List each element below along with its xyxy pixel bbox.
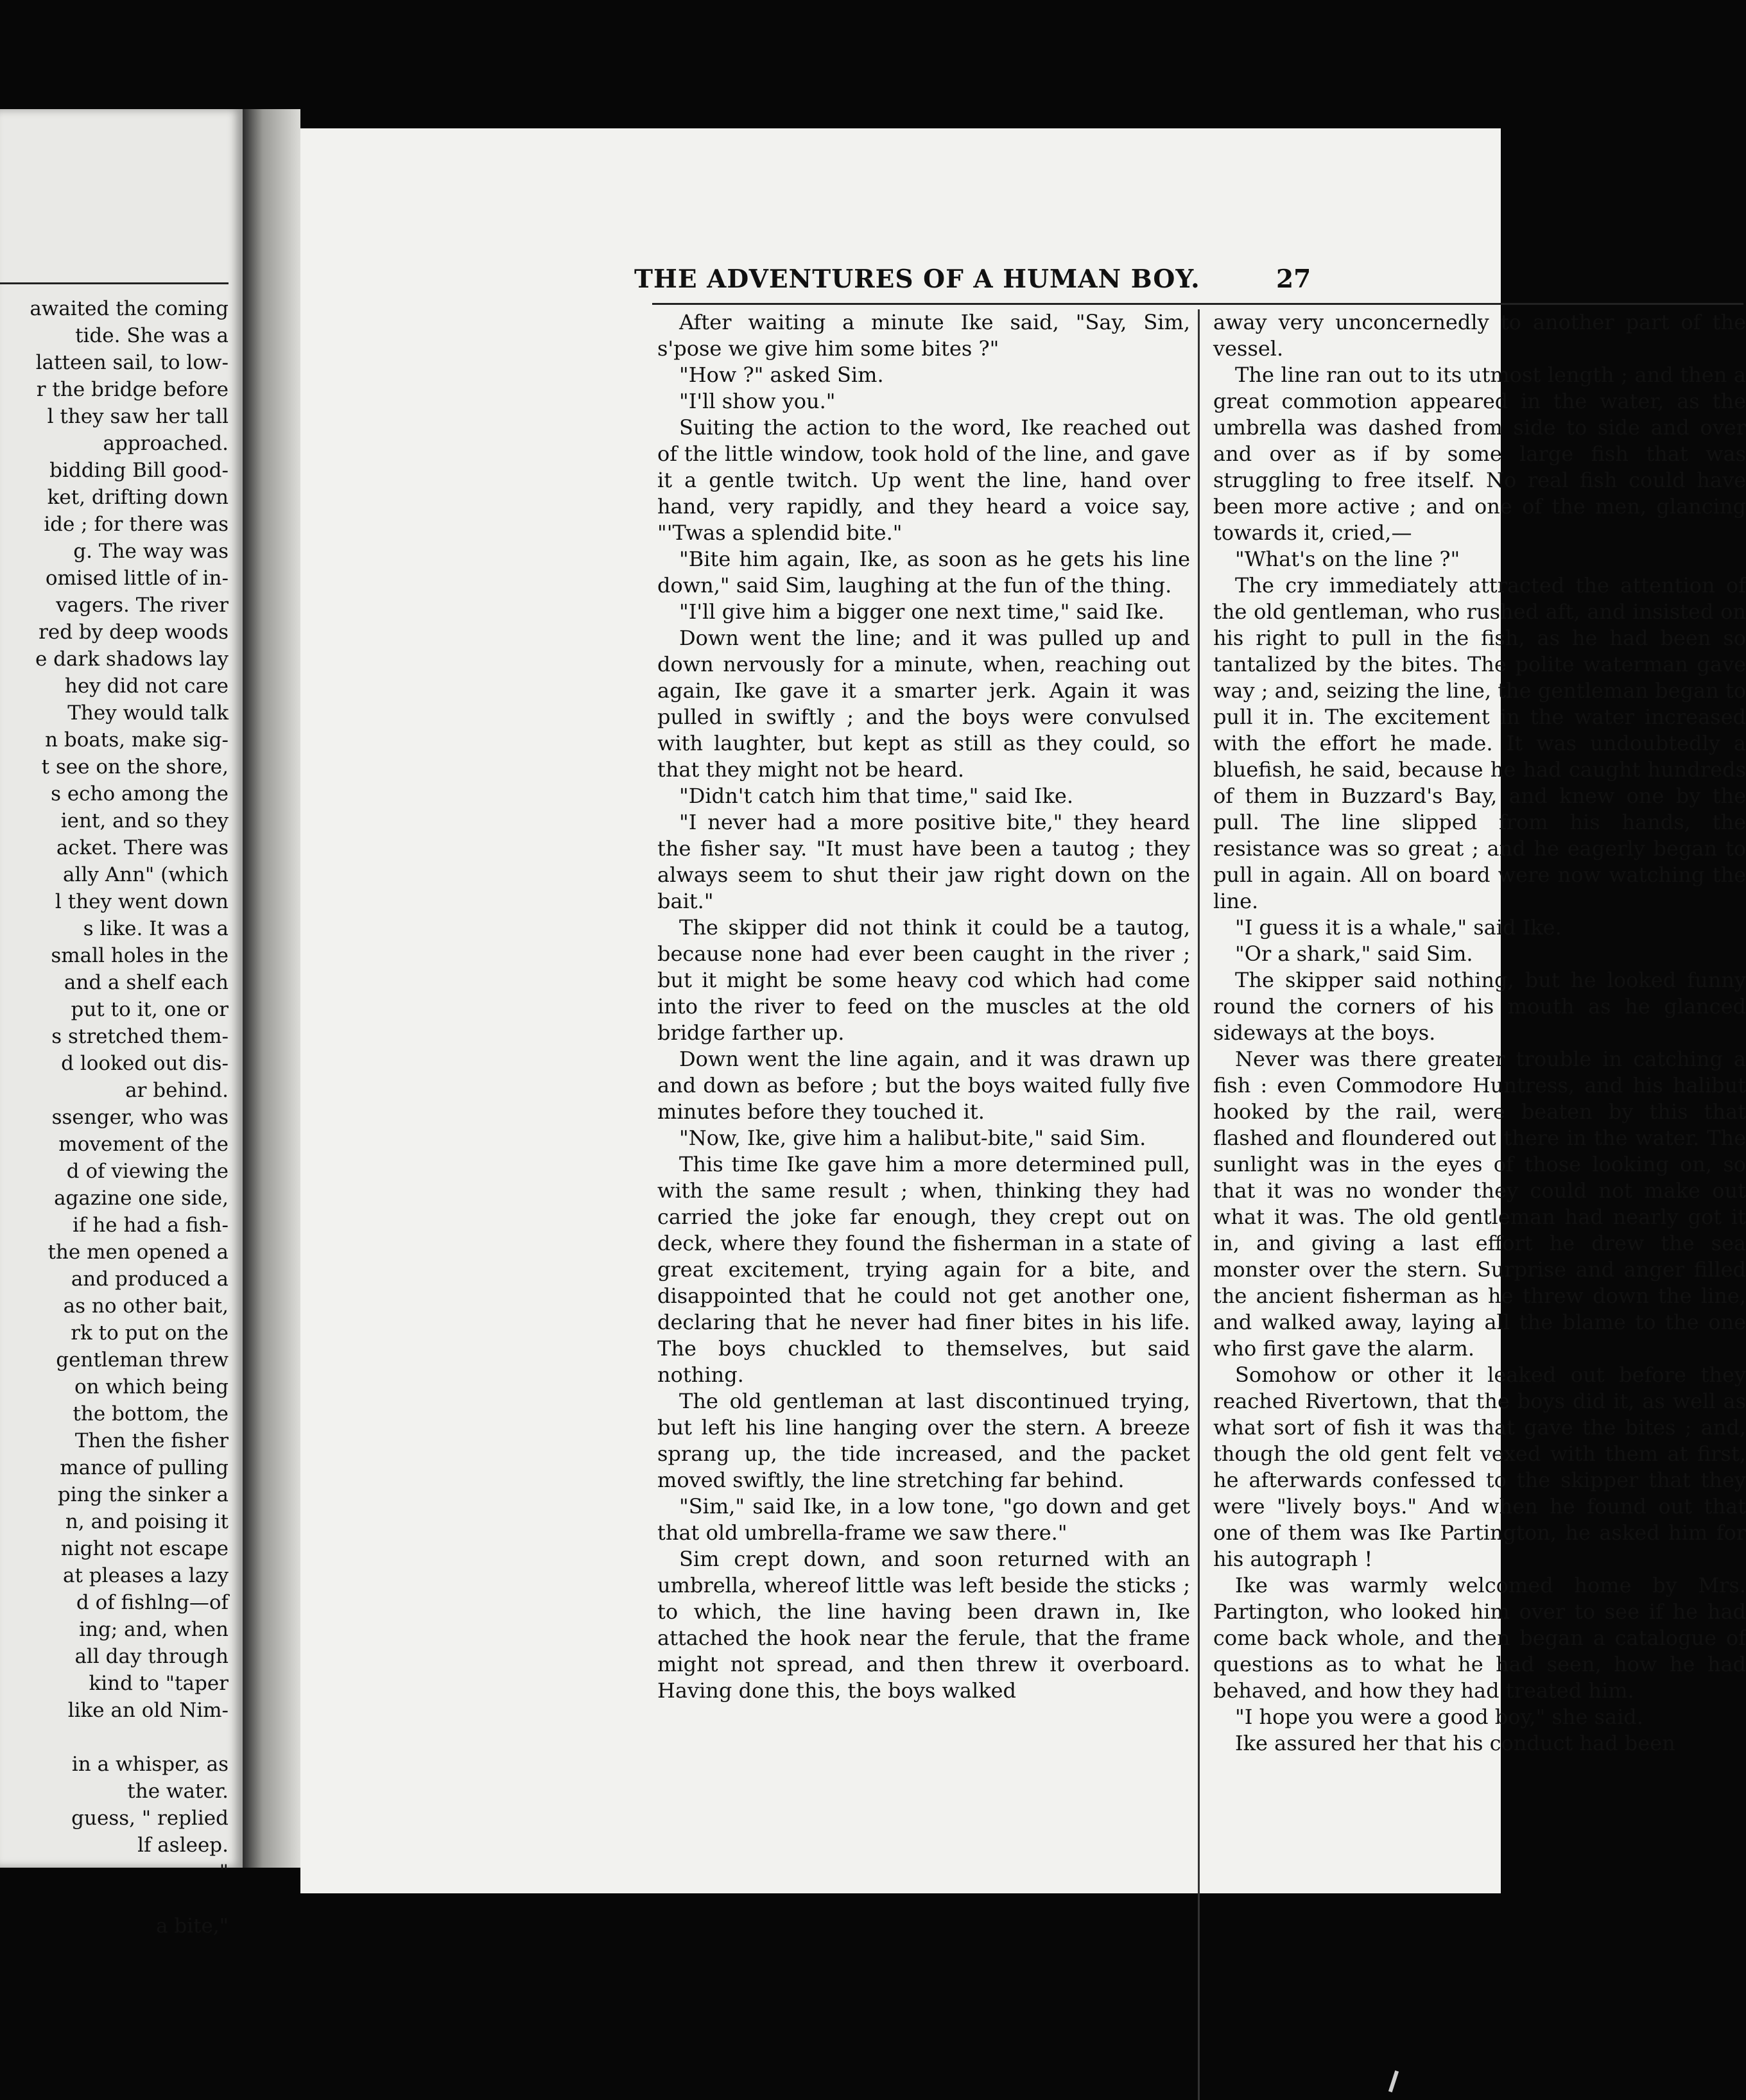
- paragraph: "I'll show you.": [679, 389, 836, 413]
- left-line: ing; and, when: [79, 1618, 229, 1641]
- paragraph: "I'll give him a bigger one next time," said Ike.: [679, 599, 1164, 624]
- left-line: d of fishlng—of: [76, 1591, 229, 1614]
- left-line: l they went down: [55, 890, 229, 913]
- left-line: kind to "taper: [89, 1672, 229, 1695]
- left-line: awaited the coming: [30, 297, 229, 320]
- left-line: ide ; for there was: [44, 513, 229, 536]
- left-facing-page: [0, 109, 243, 1938]
- text-column-left: [657, 309, 1190, 1704]
- left-line: s like. It was a: [83, 917, 229, 940]
- left-line: ient, and so they: [60, 809, 229, 832]
- paragraph: "I hope you were a good boy," she said.: [1235, 1705, 1643, 1729]
- paragraph: Down went the line again, and it was drawn up and down as before ; but the boys waited fully five minutes before they touched it.: [657, 1047, 1190, 1124]
- left-line: small holes in the: [51, 944, 229, 967]
- left-line: ket, drifting down: [47, 486, 229, 509]
- left-line: and produced a: [71, 1268, 229, 1291]
- paragraph: "What's on the line ?": [1235, 547, 1460, 571]
- left-line: Then the fisher: [74, 1429, 229, 1452]
- left-line: in a whisper, as: [71, 1753, 229, 1776]
- paragraph: Never was there greater trouble in catching a fish : even Commodore Huntress, and his halibut hooked by the rail, were beaten by this that flashed and floundered out there in the water. The sunlight was in the eyes of those looking on, so that it was no wonder they could not make out what it was. The old gentleman had nearly got it in, and giving a last effort he drew the sea monster over the stern. Surprise and anger filled the ancient fisherman as he threw down the line, and walked away, laying all the blame to the one who first gave the alarm.: [1213, 1047, 1746, 1361]
- paragraph: Down went the line; and it was pulled up and down nervously for a minute, when, reaching out again, Ike gave it a smarter jerk. Again it was pulled in swiftly ; and the boys were convulsed with laughter, but kept as still as they could, so that they might not be heard.: [657, 626, 1190, 782]
- left-line: red by deep woods: [39, 621, 229, 644]
- paragraph: "I never had a more positive bite," they heard the fisher say. "It must have been a tautog ; they always seem to shut their jaw right down on the bait.": [657, 810, 1190, 913]
- paragraph: Ike was warmly welcomed home by Mrs. Partington, who looked him over to see if he had come back whole, and then began a catalogue of questions as to what he had seen, how he had behaved, and how they had treated him.: [1213, 1573, 1746, 1703]
- left-line: put to it, one or: [71, 998, 229, 1021]
- paragraph: Sim crept down, and soon returned with an umbrella, whereof little was left beside the sticks ; to which, the line having been drawn in, Ike attached the hook near the ferule, that the frame might not spread, and then threw it overboard. Having done this, the boys walked: [657, 1547, 1190, 1703]
- left-line: d looked out dis-: [61, 1052, 229, 1075]
- left-line: rk to put on the: [71, 1321, 229, 1345]
- left-line: ar behind.: [125, 1079, 229, 1102]
- left-line: d of viewing the: [66, 1160, 229, 1183]
- paragraph: The line ran out to its utmost length ; and then a great commotion appeared in the water, as the umbrella was dashed from side to side and over and over as if by some large fish that was struggling to free itself. No real fish could have been more active ; and one of the men, glancing towards it, cried,—: [1213, 363, 1746, 545]
- page-title: THE ADVENTURES OF A HUMAN BOY.: [634, 264, 1200, 294]
- left-line: if he had a fish-: [73, 1214, 229, 1237]
- left-line: acket. There was: [56, 836, 229, 859]
- left-line: s stretched them-: [51, 1025, 229, 1048]
- left-line: vagers. The river: [56, 594, 229, 617]
- left-line: latteen sail, to low-: [35, 351, 229, 374]
- left-line: ping the sinker a: [57, 1483, 229, 1506]
- paragraph: "Sim," said Ike, in a low tone, "go down and get that old umbrella-frame we saw there.": [657, 1494, 1190, 1545]
- paragraph: "Didn't catch him that time," said Ike.: [679, 784, 1073, 808]
- left-line: lf asleep.: [137, 1834, 229, 1857]
- left-line: t see on the shore,: [41, 755, 229, 779]
- paragraph: After waiting a minute Ike said, "Say, Sim, s'pose we give him some bites ?": [657, 310, 1190, 361]
- left-line: ssenger, who was: [51, 1106, 229, 1129]
- left-line: like an old Nim-: [67, 1699, 229, 1722]
- paragraph: Suiting the action to the word, Ike reached out of the little window, took hold of the line, and gave it a gentle twitch. Up went the line, hand over hand, very rapidly, and they heard a voice say, "'Twas a splendid bite.": [657, 415, 1190, 545]
- left-line: the bottom, the: [73, 1402, 229, 1425]
- paragraph: Ike assured her that his conduct had been: [1235, 1731, 1675, 1755]
- left-line: [0, 1724, 232, 1751]
- left-line: a bite,": [155, 1915, 229, 1938]
- paragraph: Somohow or other it leaked out before they reached Rivertown, that the boys did it, as well as what sort of fish it was that gave the bites ; and, though the old gent felt vexed with them at first, he afterwards confessed to the skipper that they were "lively boys." And when he found out that one of them was Ike Partington, he asked him for his autograph !: [1213, 1363, 1746, 1571]
- scan-artifact: [1388, 2070, 1399, 2092]
- left-line: omised little of in-: [45, 567, 229, 590]
- left-line: n boats, make sig-: [45, 728, 229, 752]
- text-column-right: [1213, 309, 1746, 1757]
- left-line: n, and poising it: [65, 1510, 229, 1533]
- paragraph: The old gentleman at last discontinued trying, but left his line hanging over the stern. A breeze sprang up, the tide increased, and the packet moved swiftly, the line stretching far behind.: [657, 1389, 1190, 1492]
- left-line: night not escape: [60, 1537, 229, 1560]
- left-line: tide. She was a: [75, 324, 229, 347]
- left-line: the water.: [127, 1780, 229, 1803]
- left-line: all day through: [74, 1645, 229, 1668]
- paragraph: "Bite him again, Ike, as soon as he gets his line down," said Sim, laughing at the fun of the thing.: [657, 547, 1190, 598]
- running-head: [634, 264, 1347, 295]
- left-page-text: [0, 295, 232, 1940]
- left-line: e dark shadows lay: [35, 648, 229, 671]
- paragraph: "Or a shark," said Sim.: [1235, 942, 1473, 966]
- left-line: movement of the: [58, 1133, 229, 1156]
- left-line: and a shelf each: [64, 971, 229, 994]
- left-line: They would talk: [67, 701, 229, 725]
- left-page-rule: [0, 282, 229, 284]
- header-rule: [652, 303, 1743, 305]
- paragraph: "I guess it is a whale," said Ike.: [1235, 915, 1562, 940]
- left-line: as no other bait,: [63, 1295, 229, 1318]
- left-line: on which being: [74, 1375, 229, 1399]
- left-line: at pleases a lazy: [63, 1564, 229, 1587]
- column-divider: [1198, 309, 1200, 2100]
- left-line: hey did not care: [64, 675, 229, 698]
- left-line: gentleman threw: [56, 1348, 229, 1372]
- left-line: l they saw her tall: [47, 405, 229, 428]
- left-line: [0, 1886, 232, 1913]
- paragraph: "How ?" asked Sim.: [679, 363, 884, 387]
- paragraph: away very unconcernedly to another part of the vessel.: [1213, 310, 1746, 361]
- left-line: ally Ann" (which: [63, 863, 229, 886]
- paragraph: This time Ike gave him a more determined pull, with the same result ; when, thinking they had carried the joke far enough, they crept out on deck, where they found the fisherman in a state of great excitement, trying again for a bite, and disappointed that he could not get another one, declaring that he never had finer bites in his life. The boys chuckled to themselves, but said nothing.: [657, 1152, 1190, 1387]
- left-line: g. The way was: [73, 540, 229, 563]
- paragraph: The skipper said nothing, but he looked funny round the corners of his mouth as he glanced sideways at the boys.: [1213, 968, 1746, 1045]
- left-line: the men opened a: [48, 1241, 229, 1264]
- paragraph: "Now, Ike, give him a halibut-bite," said Sim.: [679, 1126, 1146, 1150]
- left-line: guess, " replied: [71, 1807, 229, 1830]
- paragraph: The cry immediately attracted the attention of the old gentleman, who rushed aft, and insisted on his right to pull in the fish, as he had been so tantalized by the bites. The polite waterman gave way ; and, seizing the line, the gentleman began to pull it in. The excitement in the water increased with the effort he made. It was undoubtedly a bluefish, he said, because he had caught hundreds of them in Buzzard's Bay, and knew one by the pull. The line slipped from his hands, the resistance was so great ; and he eagerly began to pull in again. All on board were now watching the line.: [1213, 573, 1746, 913]
- left-line: mance of pulling: [60, 1456, 229, 1479]
- book-gutter: [243, 109, 300, 1868]
- left-line: ": [219, 1861, 229, 1884]
- left-line: s echo among the: [51, 782, 229, 805]
- left-line: bidding Bill good-: [49, 459, 229, 482]
- right-page: [300, 128, 1746, 1893]
- left-line: r the bridge before: [36, 378, 229, 401]
- paragraph: The skipper did not think it could be a tautog, because none had ever been caught in the river ; but it might be some heavy cod which had come into the river to feed on the muscles at the old bridge farther up.: [657, 915, 1190, 1045]
- left-line: approached.: [103, 432, 229, 455]
- left-line: agazine one side,: [54, 1187, 229, 1210]
- page-number: 27: [1276, 264, 1311, 294]
